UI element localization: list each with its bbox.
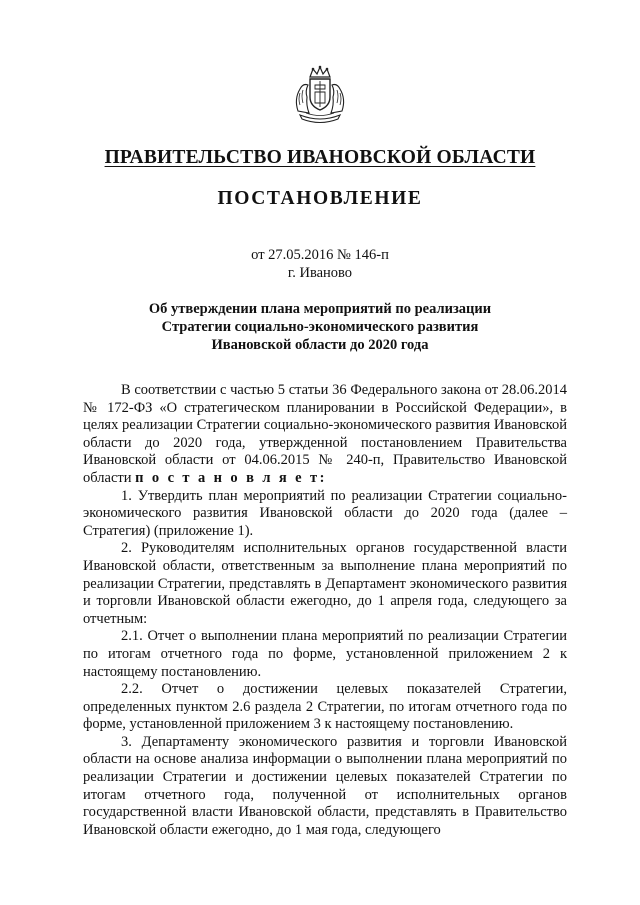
preamble-text: В соответствии с частью 5 статьи 36 Федерального закона от 28.06.2014 № 172-ФЗ «О стратегическом планировании в Российской Федерации», в целях реализации Стратегии социально-экономического развития Ивановской области до 2020 года, утвержденной постановлением Правительства Ивановской области от 04.06.2015 № 240-п, Правительство Ивановской области [83, 382, 567, 486]
item-3-paragraph: 3. Департаменту экономического развития и торговли Ивановской области на основе анализа информации о выполнении плана мероприятий по реализации Стратегии и достижении целевых показателей Стратегии по итогам отчетного года, полученной от исполнительных органов государственной власти Ивановской области, представлять в Правительство Ивановской области ежегодно, до 1 мая года, следующего [83, 733, 567, 838]
coat-of-arms-icon [288, 63, 352, 127]
document-city: г. Иваново [287, 265, 353, 281]
item-2-paragraph: 2. Руководителям исполнительных органов государственной власти Ивановской области, ответственным за выполнение плана мероприятий по реализации Стратегии, представлять в Департамент экономического развития и торговли Ивановской области ежегодно, до 1 апреля года, следующего за отчетным: [83, 540, 567, 627]
subject-line: Об утверждении плана мероприятий по реализации [148, 301, 492, 317]
document-subject [0, 300, 640, 354]
document-type: ПОСТАНОВЛЕНИЕ [217, 188, 423, 209]
resolves-keyword: п о с т а н о в л я е т: [135, 469, 327, 486]
document-date-number: от 27.05.2016 № 146-п [251, 247, 389, 263]
government-title: ПРАВИТЕЛЬСТВО ИВАНОВСКОЙ ОБЛАСТИ [104, 147, 536, 168]
subject-line: Ивановской области до 2020 года [211, 337, 429, 353]
item-1-paragraph: 1. Утвердить план мероприятий по реализации Стратегии социально-экономического развития Ивановской области до 2020 года (далее – Стратегия) (приложение 1). [83, 487, 567, 539]
document-body [83, 382, 567, 839]
preamble-paragraph [83, 382, 567, 488]
item-2-1-paragraph: 2.1. Отчет о выполнении плана мероприятий по реализации Стратегии по итогам отчетного года по форме, установленной приложением 2 к настоящему постановлению. [83, 628, 567, 680]
subject-line: Стратегии социально-экономического развития [161, 319, 479, 335]
item-2-2-paragraph: 2.2. Отчет о достижении целевых показателей Стратегии, определенных пунктом 2.6 раздела 2 Стратегии, по итогам отчетного года по форме, установленной приложением 3 к настоящему постановлению. [83, 681, 567, 733]
